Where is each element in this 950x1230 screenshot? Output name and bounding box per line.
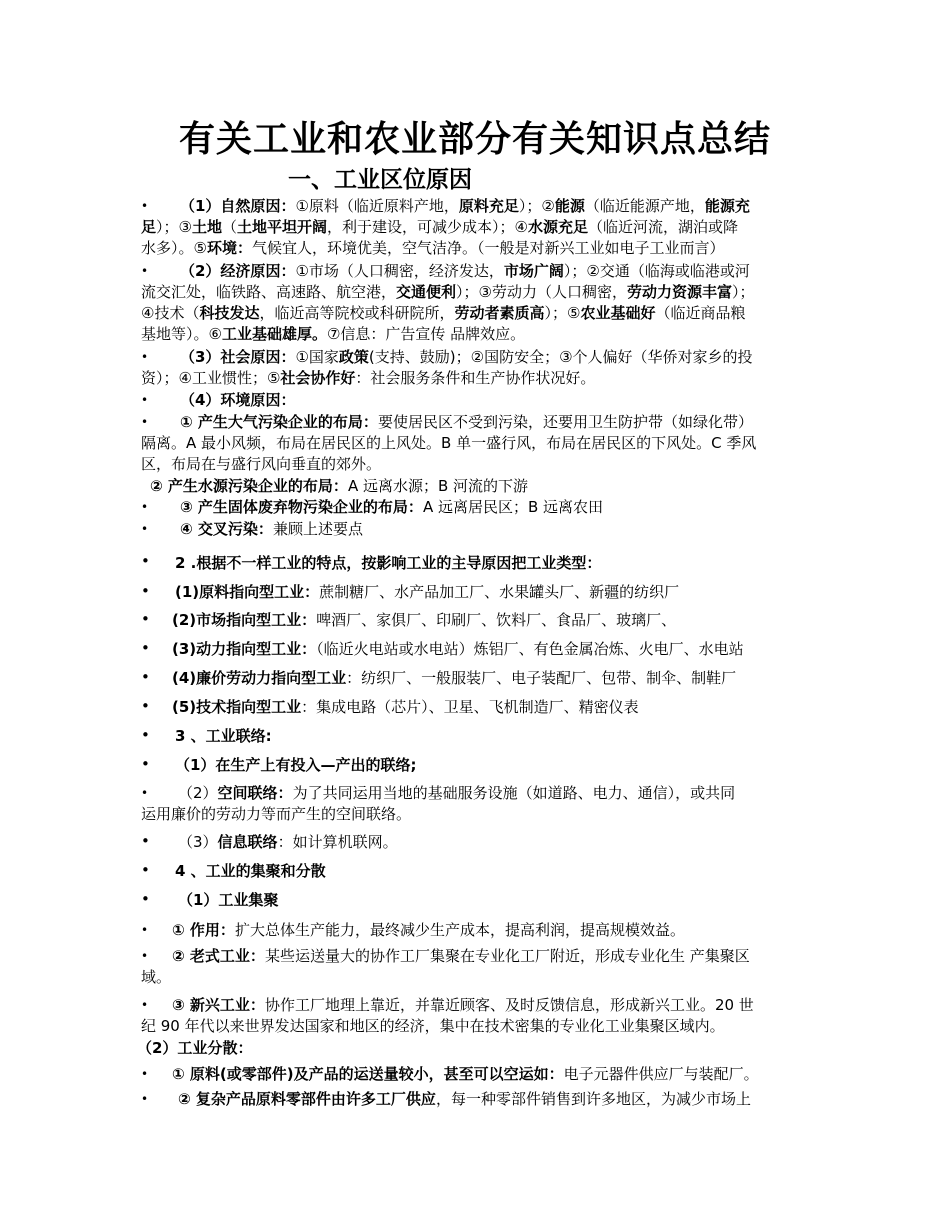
bullet: •	[141, 755, 150, 773]
bullet: •	[141, 668, 150, 686]
bullet: •	[141, 393, 149, 407]
bullet: •	[141, 998, 149, 1012]
agglomeration-heading: 4 、工业的集聚和分散	[175, 862, 326, 880]
bullet: •	[141, 500, 149, 514]
air-pollution-line-3: 区，布局在与盛行风向垂直的郊外。	[141, 455, 382, 473]
linkage-row: （2）空间联络：为了共同运用当地的基础服务设施（如道路、电力、通信），或共同	[178, 784, 736, 802]
economic-factors-line-3: ④技术（科技发达，临近高等院校或科研院所，劳动者素质高）；⑤农业基础好（临近商品粮	[141, 304, 746, 322]
economic-factors-line-4: 基地等）。⑥工业基础雄厚。⑦信息：广告宣传 品牌效应。	[141, 325, 526, 343]
agglomeration-row: ① 作用：扩大总体生产能力，最终减少生产成本，提高利润，提高规模效益。	[172, 921, 685, 939]
bullet: •	[141, 1092, 149, 1106]
natural-factors-line-2: 足）；③土地（土地平坦开阔，利于建设，可减少成本）；④水源充足（临近河流，湖泊或降	[141, 218, 738, 236]
document-title: 有关工业和农业部分有关知识点总结	[178, 119, 771, 160]
air-pollution-line-1: ① 产生大气污染企业的布局：要使居民区不受到污染，还要用卫生防护带（如绿化带）	[180, 413, 753, 431]
environment-factors-heading: （4）环境原因：	[180, 391, 296, 409]
bullet: •	[141, 861, 150, 879]
bullet: •	[141, 832, 150, 850]
social-factors-line-1: （3）社会原因：①国家政策(支持、鼓励)；②国防安全；③个人偏好（华侨对家乡的投	[180, 348, 753, 366]
dispersion-row: ① 原料(或零部件)及产品的运送量较小，甚至可以空运如：电子元器件供应厂与装配厂。	[172, 1065, 759, 1083]
social-factors-line-2: 资）；④工业惯性；⑤社会协作好：社会服务条件和生产协作状况好。	[141, 369, 596, 387]
bullet: •	[141, 786, 149, 800]
water-pollution-line: ② 产生水源污染企业的布局：A 远离水源；B 河流的下游	[150, 477, 529, 495]
agglomeration-row: ② 老式工业：某些运送量大的协作工厂集聚在专业化工厂附近，形成专业化生 产集聚区	[172, 947, 750, 965]
bullet: •	[141, 923, 149, 937]
cross-pollution-line: ④ 交叉污染：兼顾上述要点	[180, 520, 363, 538]
dispersion-row: ② 复杂产品原料零部件由许多工厂供应，每一种零部件销售到许多地区，为减少市场上	[178, 1090, 751, 1108]
bullet: •	[141, 726, 150, 744]
bullet: •	[141, 890, 150, 908]
bullet: •	[141, 264, 149, 278]
bullet: •	[141, 949, 149, 963]
agglomeration-row-continued: 域。	[141, 968, 172, 986]
dispersion-subheading: （2）工业分散：	[137, 1039, 253, 1057]
economic-factors-line-2: 流交汇处，临铁路、高速路、航空港，交通便利）；③劳动力（人口稠密，劳动力资源丰富）；	[141, 283, 755, 301]
linkage-row-continued: 运用廉价的劳动力等而产生的空间联络。	[141, 805, 412, 823]
bullet: •	[141, 1067, 149, 1081]
industry-type-row: (2)市场指向型工业：啤酒厂、家俱厂、印刷厂、饮料厂、食品厂、玻璃厂、	[172, 611, 677, 629]
bullet: •	[141, 697, 150, 715]
air-pollution-line-2: 隔离。A 最小风频，布局在居民区的上风处。B 单一盛行风，布局在居民区的下风处。C 季风	[141, 434, 757, 452]
bullet: •	[141, 639, 150, 657]
bullet: •	[141, 582, 150, 600]
industry-type-row: (1)原料指向型工业：蔗制糖厂、水产品加工厂、水果罐头厂、新疆的纺织厂	[175, 583, 680, 601]
bullet: •	[141, 350, 149, 364]
bullet: •	[141, 522, 149, 536]
agglomeration-subheading: （1）工业集聚	[178, 891, 279, 909]
industry-type-row: (5)技术指向型工业：集成电路（芯片）、卫星、飞机制造厂、精密仪表	[172, 698, 639, 716]
natural-factors-line-3: 水多）。⑤环境：气候宜人，环境优美，空气洁净。（一般是对新兴工业如电子工业而言）	[141, 239, 725, 257]
linkage-heading: 3 、工业联络:	[175, 727, 272, 745]
natural-factors-line-1: （1）自然原因：①原料（临近原料产地，原料充足）；②能源（临近能源产地，能源充	[180, 197, 750, 215]
industry-type-row: (3)动力指向型工业：（临近火电站或水电站）炼铝厂、有色金属冶炼、火电厂、水电站	[172, 640, 744, 658]
agglomeration-row: ③ 新兴工业：协作工厂地理上靠近，并靠近顾客、及时反馈信息，形成新兴工业。20 世	[172, 996, 754, 1014]
industry-types-heading: 2 .根据不一样工业的特点，按影响工业的主导原因把工业类型：	[175, 554, 602, 572]
bullet: •	[141, 415, 149, 429]
linkage-row: （1）在生产上有投入—产出的联络;	[175, 756, 417, 774]
bullet: •	[141, 199, 149, 213]
solid-waste-line: ③ 产生固体废弃物污染企业的布局：A 远离居民区；B 远离农田	[180, 498, 604, 516]
industry-type-row: (4)廉价劳动力指向型工业：纺织厂、一般服装厂、电子装配厂、包带、制伞、制鞋厂	[172, 669, 737, 687]
linkage-row: （3）信息联络：如计算机联网。	[178, 833, 398, 851]
economic-factors-line-1: （2）经济原因：①市场（人口稠密，经济发达，市场广阔）；②交通（临海或临港或河	[180, 262, 750, 280]
section-heading: 一、工业区位原因	[288, 167, 472, 193]
agglomeration-row-continued: 纪 90 年代以来世界发达国家和地区的经济，集中在技术密集的专业化工业集聚区域内。	[141, 1017, 725, 1035]
bullet: •	[141, 610, 150, 628]
bullet: •	[141, 552, 150, 570]
